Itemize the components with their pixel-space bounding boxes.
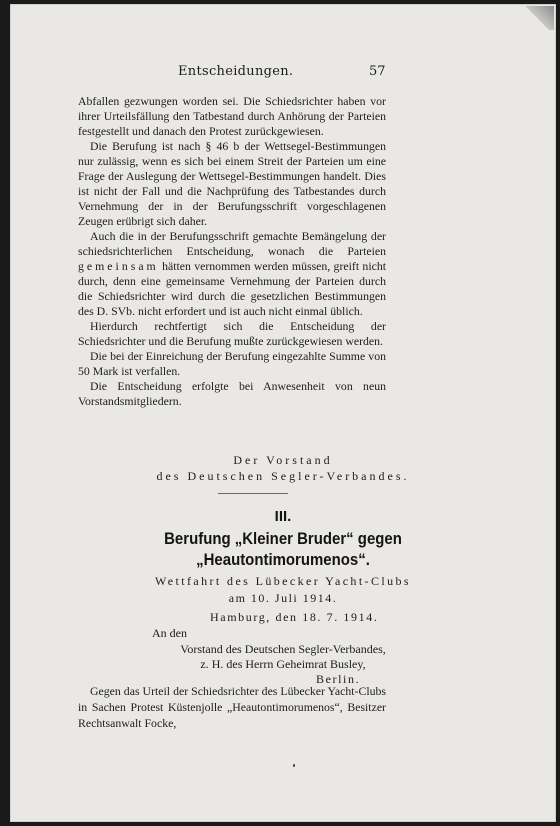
- decision-text: [78, 94, 386, 409]
- section-subtitle-line-1: Wettfahrt des Lübecker Yacht-Clubs: [155, 574, 411, 588]
- page-number: 57: [369, 64, 386, 79]
- paragraph-2: Die Berufung ist nach § 46 b der Wettsegel-Bestimmungen nur zulässig, wenn es sich bei einem Streit der Parteien um eine Frage der Auslegung der Wettsegel-Bestimmungen handelt. Dies ist nicht der Fall und die Nachprüfung des Tatbestandes durch Vernehmung der in der Berufungsschrift vorgeschlagenen Zeugen erübrigt sich daher.: [78, 139, 386, 228]
- page-corner-fold: [526, 6, 554, 30]
- emphasis-word: gemeinsam: [78, 259, 159, 273]
- print-speck: [293, 764, 295, 767]
- paragraph-3: [78, 229, 386, 319]
- book-page: [10, 4, 556, 822]
- letter-address-4: Berlin.: [316, 672, 361, 686]
- letter-address-2: Vorstand des Deutschen Segler-Verbandes,: [180, 642, 386, 656]
- letter-body: [78, 683, 386, 731]
- letter-address-1: An den: [152, 626, 187, 640]
- section-subtitle-line-2: am 10. Juli 1914.: [228, 591, 338, 605]
- letter-address-3: z. H. des Herrn Geheimrat Busley,: [200, 657, 366, 671]
- header-title: Entscheidungen.: [178, 64, 294, 79]
- running-header: [10, 64, 556, 84]
- paragraph-3-end: hätten vernommen werden müssen, greift nicht durch, denn eine gemeinsame Vernehmung der Parteien durch die Schiedsrichter wird durch die gesetzlichen Bestimmungen des D. SVb. nicht erfordert und ist auch nicht einmal üblich.: [78, 259, 387, 318]
- paragraph-5: Die bei der Einreichung der Berufung eingezahlte Summe von 50 Mark ist verfallen.: [78, 349, 386, 378]
- paragraph-3-start: Auch die in der Berufungsschrift gemachte Bemängelung der schiedsrichterlichen Entscheidung, wonach die Parteien: [78, 229, 386, 258]
- paragraph-4: Hierdurch rechtfertigt sich die Entscheidung der Schiedsrichter und die Berufung mußte zurückgewiesen werden.: [78, 319, 386, 348]
- letter-body-paragraph: Gegen das Urteil der Schiedsrichter des Lübecker Yacht-Clubs in Sachen Protest Küstenjolle „Heautontimorumenos“, Besitzer Rechtsanwalt Focke,: [78, 684, 386, 730]
- signature-line-2: des Deutschen Segler-Verbandes.: [156, 469, 410, 483]
- section-heading-line-1: Berufung „Kleiner Bruder“ gegen: [164, 529, 402, 548]
- section-numeral: III.: [274, 508, 292, 525]
- paragraph-1: Abfallen gezwungen worden sei. Die Schiedsrichter haben vor ihrer Urteilsfällung den Tatbestand durch Anhörung der Parteien festgestellt und danach den Protest zurückgewiesen.: [78, 94, 386, 138]
- section-heading-line-2: „Heautontimorumenos“.: [196, 550, 370, 569]
- paragraph-6: Die Entscheidung erfolgte bei Anwesenheit von neun Vorstandsmitgliedern.: [78, 379, 386, 408]
- letter-place-date: Hamburg, den 18. 7. 1914.: [210, 610, 379, 624]
- signature-line-1: Der Vorstand: [233, 453, 333, 467]
- section-divider: [218, 493, 288, 494]
